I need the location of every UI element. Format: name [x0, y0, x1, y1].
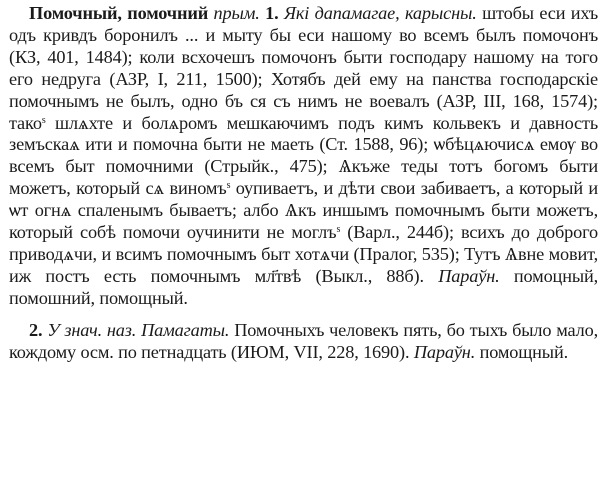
- citation: Ѧкъже теды тотъ богомъ быти можетъ, который сѧ виномъ: [9, 156, 599, 199]
- citation: коли всхочешъ помочонъ быти господару нашому на того его недруга (АЗР, I, 211, 1500);: [9, 46, 598, 89]
- region-label: прым.: [213, 3, 260, 23]
- citation: иншымъ помочнымъ быти можетъ, который собѣ помочи оучинити не моглъ: [9, 200, 599, 243]
- sense-1-definition: Які дапамагае, карысны.: [284, 3, 477, 23]
- citation: албо Ѧкъ: [243, 200, 317, 221]
- sense-1-number: 1.: [265, 3, 279, 23]
- sense-2-paragraph: [9, 320, 598, 364]
- superscript-mark: s: [226, 180, 231, 192]
- translation-text: помоцный, помошний, помощный.: [9, 265, 599, 308]
- translation-text: помощный.: [479, 341, 568, 362]
- translation-label: Параўн.: [438, 265, 500, 286]
- sense-2-number: 2.: [29, 319, 43, 340]
- citation: штобы еси ихъ одъ кривдъ боронилъ ... и мыту бы еси нашому во всемъ былъ помочонъ (КЗ, 401, 1484);: [9, 3, 599, 67]
- citation: Хотябъ дей ему на панства господарскіе помочнымъ не былъ, одно бъ ся съ нимъ не воевалъ (АЗР, III, 168, 1574);: [9, 68, 598, 111]
- translation-label: Параўн.: [413, 341, 476, 362]
- sense-1-paragraph: [9, 3, 598, 310]
- superscript-mark: s: [41, 114, 46, 126]
- superscript-mark: s: [336, 224, 341, 236]
- citation: тако: [9, 112, 42, 133]
- citation: шлѧхте и болѧромъ мешкаючимъ подъ кимъ кольвекъ и давность земъскаѧ ити и помочна быти не маеть (Ст. 1588, 96);: [9, 112, 599, 155]
- headword: Помочный, помочний: [29, 3, 209, 23]
- sense-2-text: Помочныхъ человекъ пять, бо тыхъ было мало, кождому осм. по петнадцать (ИЮМ, VII, 228, 1690).: [9, 319, 599, 362]
- sense-2-label: У знач. наз. Памагаты.: [47, 319, 230, 340]
- citation: Тутъ Ѧвне мовит, иж постъ есть помочнымъ мл҃твѣ (Выкл., 88б).: [9, 243, 599, 286]
- citation: оупиваетъ, и дѣти свои забиваетъ, а который и ѡт огнѧ спаленымъ бываетъ;: [9, 178, 599, 221]
- citation: всихъ до доброго приводѧчи, и всимъ помочнымъ быт хотѧчи (Пралог, 535);: [9, 222, 598, 264]
- paragraph-gap: [9, 310, 598, 320]
- citation: ѡбѣцѧючисѧ емѹ во всемъ быт помочними (Стрыйк., 475);: [9, 134, 598, 177]
- citation-source: (Варл., 244б);: [347, 222, 454, 243]
